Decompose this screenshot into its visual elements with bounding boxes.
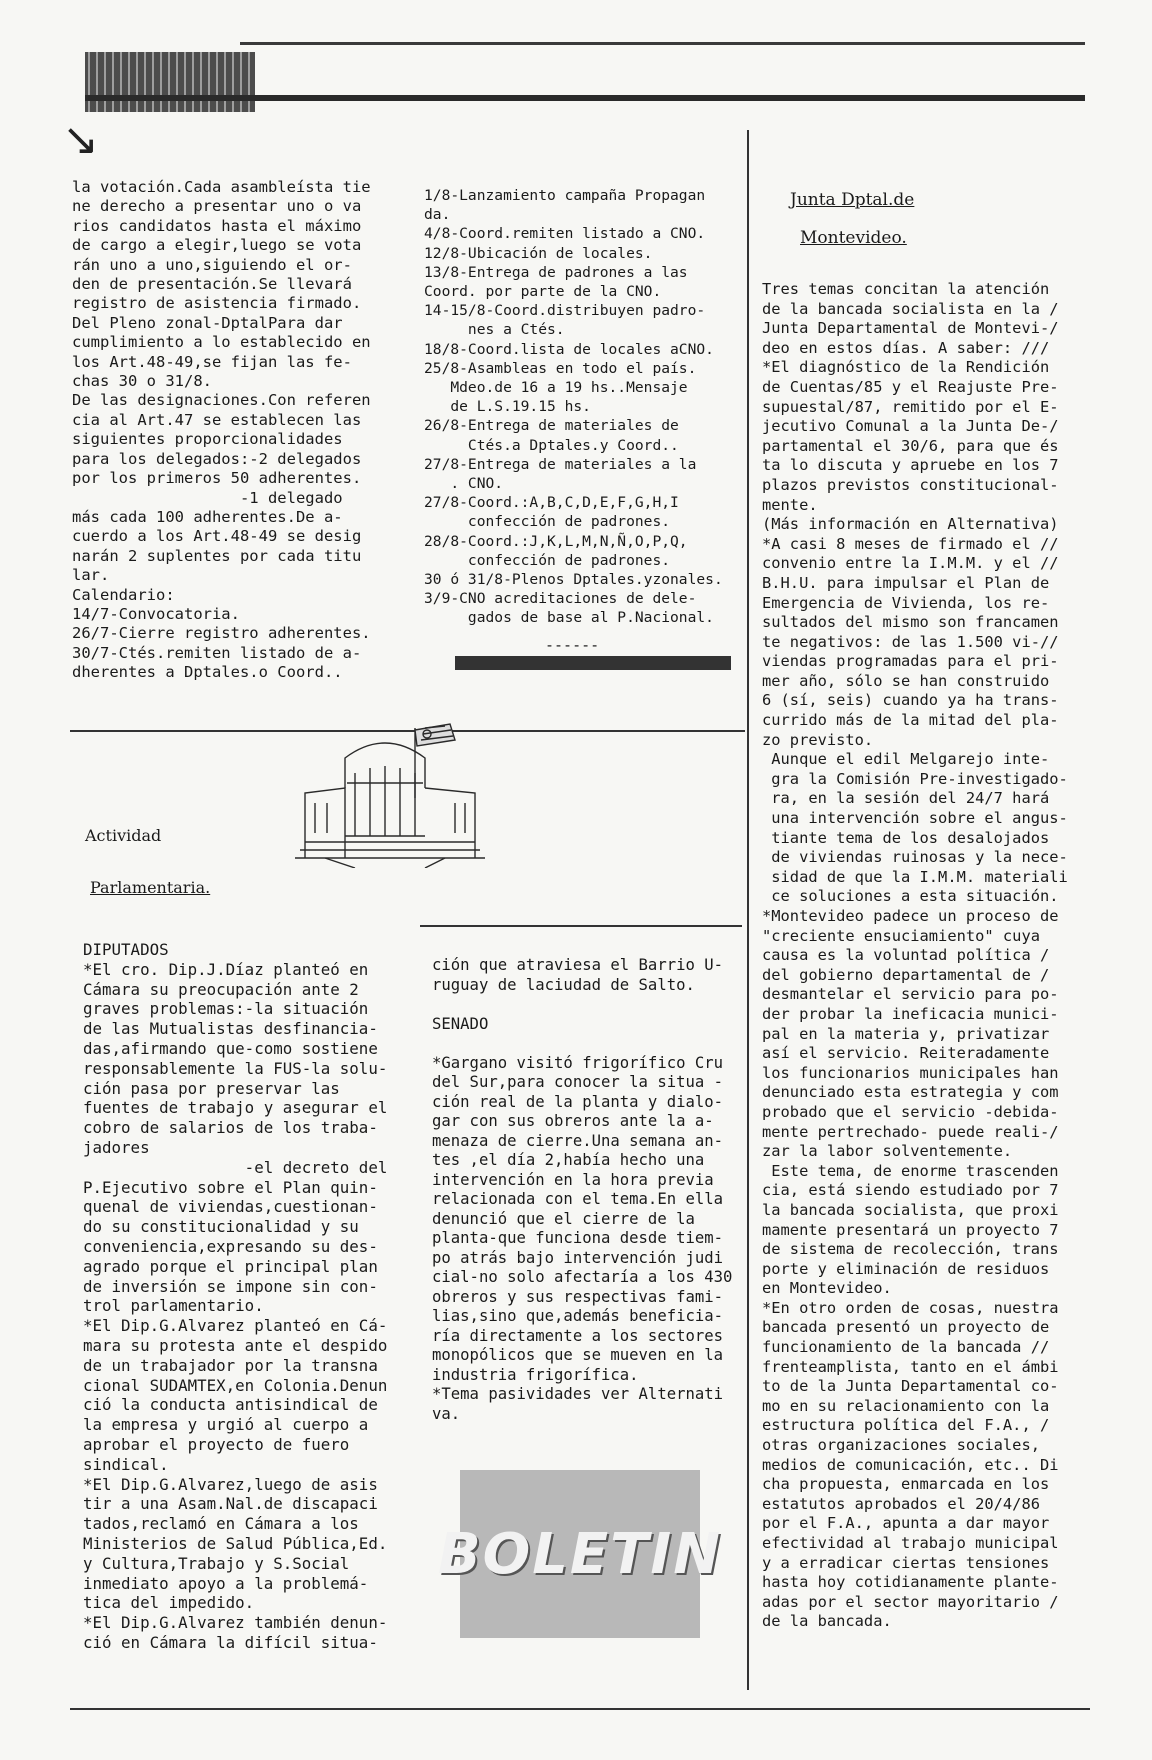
text-line: 6 (sí, seis) cuando ya ha trans- [762, 691, 1059, 710]
text-line: rán uno a uno,siguiendo el or- [72, 255, 352, 274]
text-line: *El cro. Dip.J.Díaz planteó en [83, 959, 369, 979]
text-line: de un trabajador por la transna [83, 1355, 378, 1375]
text-line: *El Dip.G.Alvarez también denun- [83, 1613, 388, 1633]
text-line: del gobierno departamental de / [762, 965, 1050, 984]
text-line: ra, en la sesión del 24/7 hará [762, 789, 1050, 808]
text-line: ción real de la planta y dialo- [432, 1092, 724, 1111]
text-line: 26/7-Cierre registro adherentes. [72, 624, 371, 643]
text-line: mamente presentará un proyecto 7 [762, 1220, 1059, 1239]
text-line: tica del impedido. [83, 1593, 255, 1613]
text-line: ce soluciones a esta situación. [762, 887, 1059, 906]
text-line: conveniencia,expresando su des- [83, 1236, 378, 1256]
text-line: bancada presentó un proyecto de [762, 1318, 1050, 1337]
text-line: por el F.A., apunta a dar mayor [762, 1514, 1050, 1533]
text-line: graves problemas:-la situación [83, 999, 369, 1019]
calendar-line: gados de base al P.Nacional. [424, 609, 714, 627]
text-line: causa es la voluntad política / [762, 946, 1050, 965]
text-line: sidad de que la I.M.M. materiali [762, 867, 1068, 886]
text-line: registro de asistencia firmado. [72, 294, 362, 313]
text-line: hasta hoy cotidianamente plante- [762, 1573, 1059, 1592]
text-line: porte y eliminación de residuos [762, 1259, 1050, 1278]
text-line: -el decreto del [83, 1157, 388, 1177]
text-line: ción que atraviesa el Barrio U- [432, 956, 724, 974]
calendar-line: 13/8-Entrega de padrones a las [424, 263, 688, 281]
text-line: ne derecho a presentar uno o va [72, 197, 362, 216]
text-line: una intervención sobre el angus- [762, 809, 1068, 828]
text-line: tiante tema de los desalojados [762, 828, 1050, 847]
text-line: *El Dip.G.Alvarez planteó en Cá- [83, 1316, 388, 1336]
calendar-line: confección de padrones. [424, 551, 671, 569]
text-line: cial-no solo afectaría a los 430 [432, 1268, 733, 1286]
text-line [432, 995, 732, 1015]
text-line: ría directamente a los sectores [432, 1326, 724, 1345]
text-line: *El diagnóstico de la Rendición [762, 358, 1050, 377]
header-top-rule [240, 42, 1085, 45]
calendar-line: 30 ó 31/8-Plenos Dptales.yzonales. [424, 571, 723, 589]
calendar-line: da. [424, 206, 451, 224]
text-line: gar con sus obreros ante la a- [432, 1112, 714, 1130]
text-line: Ministerios de Salud Pública,Ed. [83, 1533, 388, 1553]
text-line: *El Dip.G.Alvarez,luego de asis [83, 1474, 378, 1494]
text-line: aprobar el proyecto de fuero [83, 1434, 350, 1454]
text-line: DIPUTADOS [83, 940, 169, 959]
arrow-icon: ↘ [62, 114, 99, 165]
text-line: 14/7-Convocatoria. [72, 604, 240, 623]
text-line: SENADO [432, 1014, 489, 1033]
calendar-line: nes a Ctés. [424, 321, 565, 339]
text-line: mente pertrechado- puede reali-/ [762, 1122, 1059, 1141]
text-line: cobro de salarios de los traba- [83, 1118, 378, 1138]
header-rule [85, 95, 1085, 101]
text-line: tados,reclamó en Cámara a los [83, 1514, 359, 1534]
junta-text [762, 280, 1068, 1632]
text-line: plazos previstos constitucional- [762, 475, 1059, 494]
text-line: de inversión se impone sin con- [83, 1276, 378, 1296]
text-line: y Cultura,Trabajo y S.Social [83, 1553, 350, 1573]
text-line: para los delegados:-2 delegados [72, 449, 362, 468]
calendar-line: . CNO. [424, 475, 504, 493]
calendar-line: de L.S.19.15 hs. [424, 398, 591, 416]
calendar-line: confección de padrones. [424, 513, 671, 531]
text-line: agrado porque el principal plan [83, 1256, 378, 1276]
text-line: Emergencia de Vivienda, los re- [762, 593, 1050, 612]
text-line: ción pasa por preservar las [83, 1078, 340, 1098]
text-line: De las designaciones.Con referen [72, 391, 371, 410]
text-line: fuentes de trabajo y asegurar el [83, 1098, 388, 1118]
text-line: frenteamplista, tanto en el ámbi [762, 1357, 1059, 1376]
text-line: "creciente ensuciamiento" cuya [762, 926, 1040, 945]
text-line: ruguay de laciudad de Salto. [432, 975, 695, 994]
calendar-line: Ctés.a Dptales.y Coord.. [424, 436, 679, 454]
text-line: desmantelar el servicio para po- [762, 985, 1059, 1004]
text-line: estatutos aprobados el 20/4/86 [762, 1494, 1040, 1513]
text-line: cional SUDAMTEX,en Colonia.Denun [83, 1375, 388, 1395]
text-line: y a erradicar ciertas tensiones [762, 1553, 1050, 1572]
text-line: jadores [83, 1137, 150, 1157]
text-line: así el servicio. Reiteradamente [762, 1044, 1050, 1063]
text-line: te negativos: de las 1.500 vi-// [762, 632, 1059, 651]
calendar-text [424, 186, 723, 628]
text-line: en Montevideo. [762, 1279, 892, 1298]
text-line: los Art.48-49,se fijan las fe- [72, 352, 352, 371]
text-line: *En otro orden de cosas, nuestra [762, 1298, 1059, 1317]
calendar-line: 1/8-Lanzamiento campaña Propagan [424, 187, 706, 204]
text-line: supuestal/87, remitido por el E- [762, 397, 1059, 416]
text-line: estructura política del F.A., / [762, 1416, 1050, 1435]
text-line: chas 30 o 31/8. [72, 372, 212, 391]
text-line: den de presentación.Se llevará [72, 275, 352, 294]
divider-dashes: ------ [545, 636, 600, 654]
text-line: po atrás bajo intervención judi [432, 1248, 724, 1267]
text-line: por los primeros 50 adherentes. [72, 469, 362, 488]
text-line: la empresa y urgió al cuerpo a [83, 1415, 369, 1435]
text-line: de viviendas ruinosas y la nece- [762, 848, 1068, 867]
text-line: 30/7-Ctés.remiten listado de a- [72, 643, 362, 662]
text-line: cuerdo a los Art.48-49 se desig [72, 527, 362, 546]
footer-rule [70, 1708, 1090, 1710]
text-line: denunció que el cierre de la [432, 1209, 695, 1228]
calendar-line: 26/8-Entrega de materiales de [424, 417, 679, 435]
calendar-line: Coord. por parte de la CNO. [424, 283, 662, 301]
junta-title-line1: Junta Dptal.de [790, 190, 915, 210]
text-line: B.H.U. para impulsar el Plan de [762, 573, 1050, 592]
text-line: *Montevideo padece un proceso de [762, 907, 1059, 925]
text-line: de la bancada. [762, 1612, 892, 1631]
section-divider-middle [420, 925, 742, 927]
text-line: cumplimiento a lo establecido en [72, 333, 371, 352]
black-bar [455, 656, 731, 670]
text-line: to de la Junta Departamental co- [762, 1377, 1059, 1396]
text-line: lar. [72, 566, 110, 585]
text-line: do su constitucionalidad y su [83, 1217, 359, 1237]
text-line: sindical. [83, 1454, 169, 1474]
calendar-line: 4/8-Coord.remiten listado a CNO. [424, 225, 706, 243]
text-line: -1 delegado [72, 488, 343, 507]
column-divider [747, 130, 749, 1690]
boletin-banner [437, 1470, 723, 1638]
text-line: va. [432, 1404, 461, 1423]
text-line: industria frigorífica. [432, 1365, 639, 1384]
text-line: ta lo discuta y apruebe en los 7 [762, 456, 1059, 475]
text-line: convenio entre la I.M.M. y el // [762, 554, 1059, 573]
text-line: mer año, sólo se han construido [762, 671, 1050, 690]
boletin-label: BOLETIN [437, 1521, 723, 1587]
text-line: mente. [762, 495, 818, 514]
text-line: cia, está siendo estudiado por 7 [762, 1181, 1059, 1200]
text-line: tes ,el día 2,había hecho una [432, 1151, 705, 1169]
text-line: currido más de la mitad del pla- [762, 711, 1059, 730]
text-line: ció la conducta antisindical de [83, 1395, 378, 1415]
text-line: de cargo a elegir,luego se vota [72, 236, 362, 255]
junta-title [790, 190, 914, 210]
text-line: relacionada con el tema.En ella [432, 1190, 724, 1208]
diputados-text [83, 940, 387, 1653]
text-line: probado que el servicio -debida- [762, 1102, 1059, 1121]
text-line: cha propuesta, enmarcada en los [762, 1475, 1050, 1494]
text-line: rios candidatos hasta el máximo [72, 216, 362, 235]
text-line: quenal de viviendas,cuestionan- [83, 1197, 378, 1217]
text-line: trol parlamentario. [83, 1296, 264, 1316]
text-line: sultados del mismo son francamen [762, 613, 1059, 632]
text-line: viendas programadas para el pri- [762, 652, 1059, 671]
text-line: mo en su relacionamiento con la [762, 1396, 1050, 1415]
fus-logo [85, 52, 255, 112]
text-line: funcionamiento de la bancada // [762, 1338, 1050, 1357]
text-line: tir a una Asam.Nal.de discapaci [83, 1494, 378, 1514]
calendar-line: 27/8-Coord.:A,B,C,D,E,F,G,H,I [424, 494, 679, 512]
senado-text [432, 956, 732, 1424]
text-line: *Gargano visitó frigorífico Cru [432, 1053, 724, 1072]
text-line [432, 1034, 732, 1054]
text-line: zar la labor solventemente. [762, 1142, 1013, 1161]
text-line: inmediato apoyo a la problemá- [83, 1573, 369, 1593]
text-line: Aunque el edil Melgarejo inte- [762, 750, 1050, 769]
text-line: lias,sino que,además beneficia- [432, 1307, 724, 1325]
text-line: obreros y sus respectivas fami- [432, 1287, 724, 1306]
text-line: de las Mutualistas desfinancia- [83, 1019, 378, 1039]
text-line: dherentes a Dptales.o Coord.. [72, 663, 343, 682]
text-line: Cámara su preocupación ante 2 [83, 979, 359, 999]
text-line: P.Ejecutivo sobre el Plan quin- [83, 1177, 378, 1197]
text-line: *A casi 8 meses de firmado el // [762, 534, 1059, 553]
section-title-parlamentaria: Parlamentaria. [90, 878, 211, 897]
text-line: Del Pleno zonal-DptalPara dar [72, 313, 343, 332]
text-line: adas por el sector mayoritario / [762, 1592, 1059, 1611]
text-line: los funcionarios municipales han [762, 1063, 1059, 1082]
calendar-line: Mdeo.de 16 a 19 hs..Mensaje [424, 379, 688, 397]
text-line: otras organizaciones sociales, [762, 1436, 1040, 1455]
text-line: la votación.Cada asambleísta tie [72, 178, 371, 196]
calendar-line: 12/8-Ubicación de locales. [424, 244, 653, 262]
calendar-line: 18/8-Coord.lista de locales aCNO. [424, 340, 714, 358]
text-line: denunciado esta estrategia y com [762, 1083, 1059, 1102]
text-line: der probar la ineficacia munici- [762, 1004, 1059, 1023]
text-line: Junta Departamental de Montevi-/ [762, 319, 1059, 338]
text-line: de Cuentas/85 y el Reajuste Pre- [762, 377, 1059, 396]
elections-text [72, 178, 371, 683]
text-line: siguientes proporcionalidades [72, 430, 343, 449]
text-line: de la bancada socialista en la / [762, 299, 1059, 318]
text-line: efectividad al trabajo municipal [762, 1534, 1059, 1552]
text-line: Este tema, de enorme trascenden [762, 1161, 1059, 1180]
text-line: de sistema de recolección, trans [762, 1240, 1059, 1259]
calendar-line: 3/9-CNO acreditaciones de dele- [424, 590, 697, 608]
text-line: jecutivo Comunal a la Junta De-/ [762, 417, 1059, 436]
text-line: menaza de cierre.Una semana an- [432, 1131, 724, 1150]
text-line: Calendario: [72, 585, 175, 604]
text-line: deo en estos días. A saber: /// [762, 338, 1050, 357]
parliament-building-illustration [285, 718, 495, 868]
text-line: del Sur,para conocer la situa - [432, 1073, 724, 1091]
text-line: das,afirmando que-como sostiene [83, 1038, 378, 1058]
text-line: Tres temas concitan la atención [762, 280, 1050, 298]
junta-title-line2: Montevideo. [800, 228, 907, 248]
calendar-line: 28/8-Coord.:J,K,L,M,N,Ñ,O,P,Q, [424, 532, 688, 550]
text-line: más cada 100 adherentes.De a- [72, 507, 343, 526]
calendar-line: 25/8-Asambleas en todo el país. [424, 359, 697, 377]
section-title-actividad: Actividad [85, 826, 162, 845]
text-line: la bancada socialista, que proxi [762, 1200, 1059, 1219]
text-line: zo previsto. [762, 730, 874, 749]
text-line: partamental el 30/6, para que és [762, 436, 1059, 455]
text-line: intervención en la hora previa [432, 1170, 714, 1189]
text-line: ció en Cámara la difícil situa- [83, 1632, 378, 1652]
text-line: gra la Comisión Pre-investigado- [762, 769, 1068, 788]
text-line: narán 2 suplentes por cada titu [72, 546, 362, 565]
text-line: (Más información en Alternativa) [762, 515, 1059, 534]
text-line: planta-que funciona desde tiem- [432, 1229, 724, 1247]
text-line: responsablemente la FUS-la solu- [83, 1058, 388, 1078]
text-line: pal en la materia y, privatizar [762, 1024, 1050, 1043]
calendar-line: 14-15/8-Coord.distribuyen padro- [424, 302, 706, 320]
text-line: cia al Art.47 se establecen las [72, 410, 362, 429]
text-line: mara su protesta ante el despido [83, 1335, 388, 1355]
text-line: medios de comunicación, etc.. Di [762, 1455, 1059, 1474]
text-line: *Tema pasividades ver Alternati [432, 1385, 724, 1403]
calendar-line: 27/8-Entrega de materiales a la [424, 455, 697, 473]
text-line: monopólicos que se mueven en la [432, 1346, 724, 1364]
